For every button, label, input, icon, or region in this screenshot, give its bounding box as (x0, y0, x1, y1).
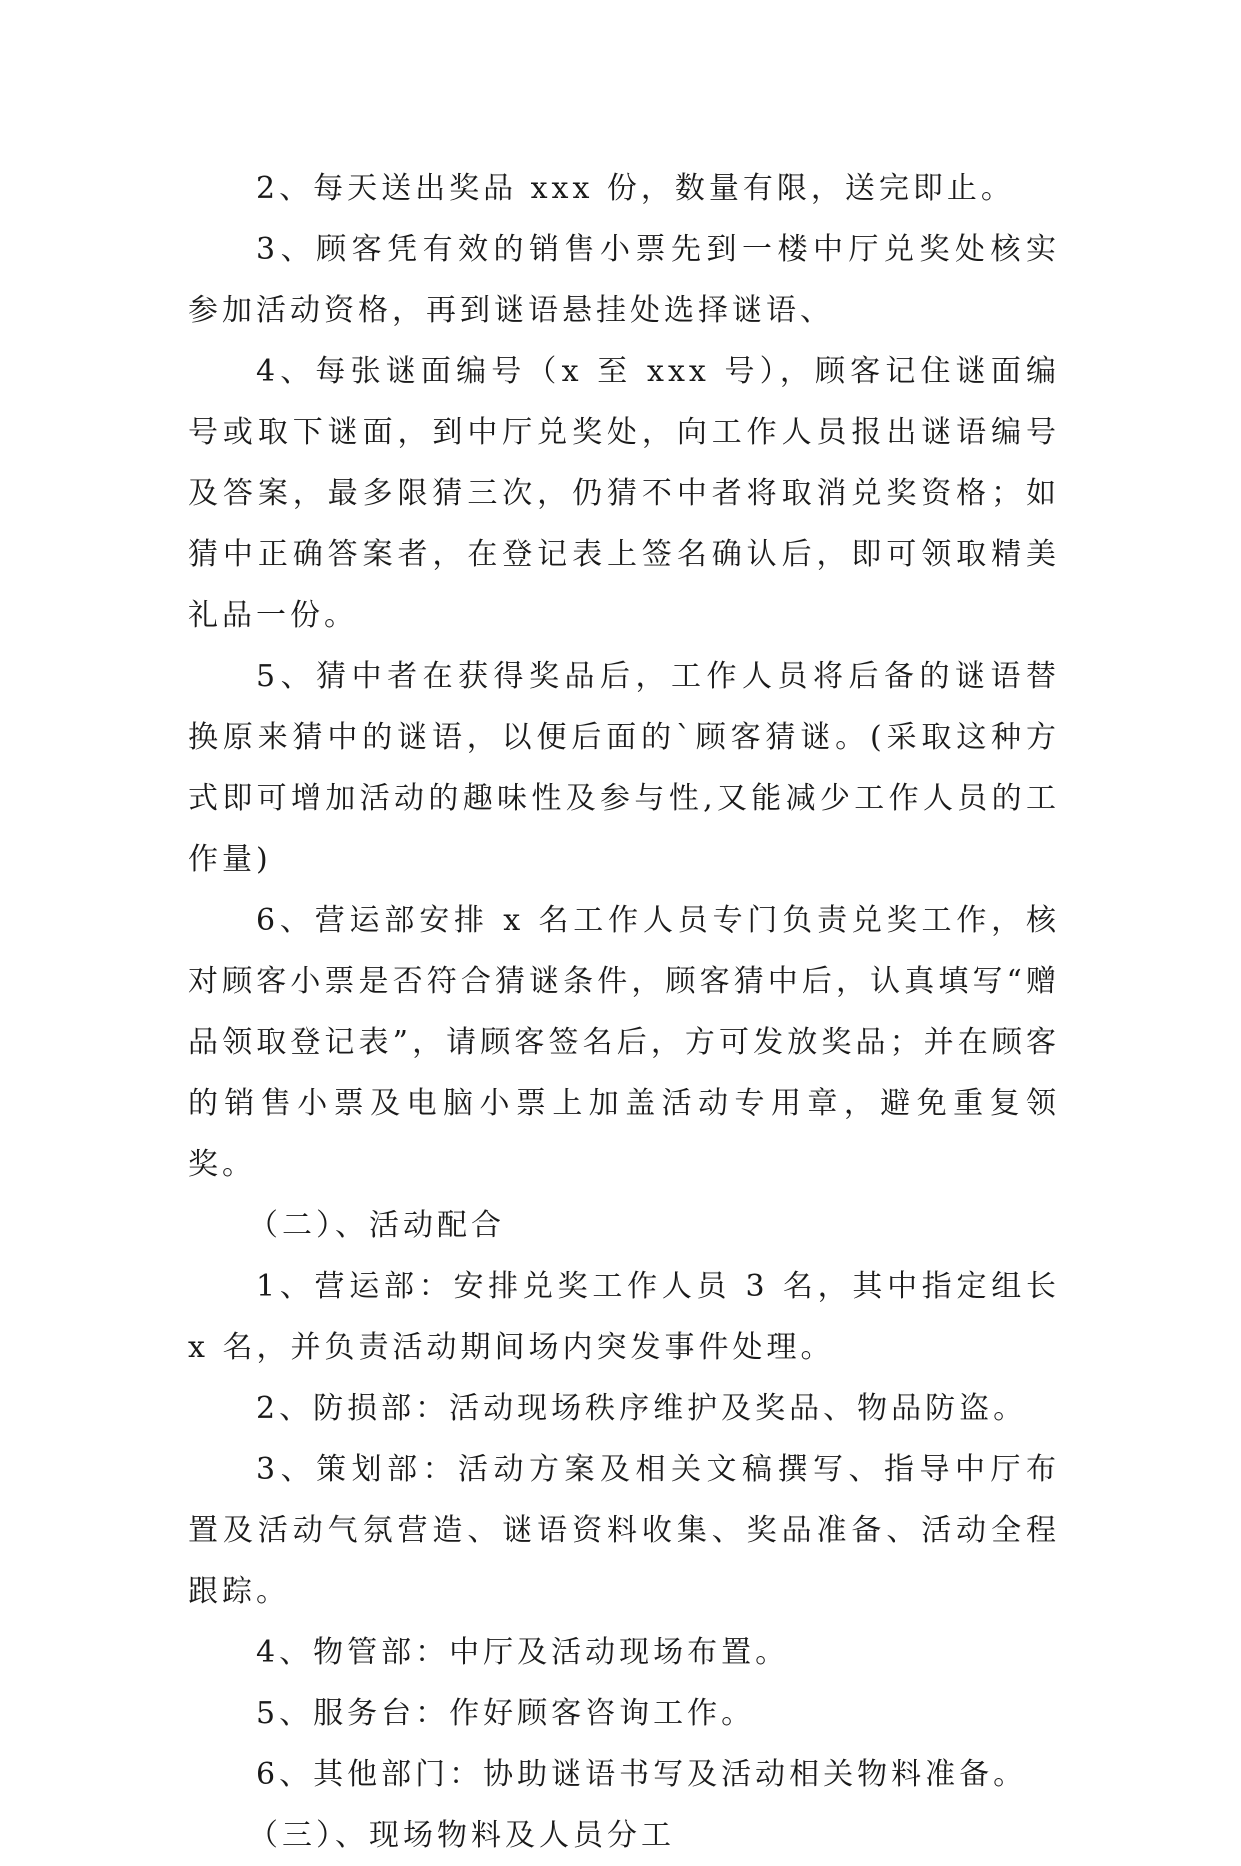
section-heading-cooperation: （二）、活动配合 (248, 1208, 505, 1243)
paragraph-riddle-number: 4、每张谜面编号（x 至 xxx 号），顾客记住谜面编号或取下谜面，到中厅兑奖处，向工作人员报出谜语编号及答案，最多限猜三次，仍猜不中者将取消兑奖资格；如猜中正确答案者，在登记表上签名确认后，即可领取精美礼品一份。 (188, 354, 1060, 633)
section-heading-materials: （三）、现场物料及人员分工 (248, 1818, 675, 1853)
paragraph-operations-staff: 6、营运部安排 x 名工作人员专门负责兑奖工作，核对顾客小票是否符合猜谜条件，顾客猜中后，认真填写“赠品领取登记表”，请顾客签名后，方可发放奖品；并在顾客的销售小票及电脑小票上加盖活动专用章，避免重复领奖。 (188, 903, 1060, 1182)
paragraph-operations-dept: 1、营运部：安排兑奖工作人员 3 名，其中指定组长 x 名，并负责活动期间场内突发事件处理。 (188, 1269, 1060, 1365)
paragraph-loss-prevention: 2、防损部：活动现场秩序维护及奖品、物品防盗。 (256, 1391, 1028, 1426)
paragraph-planning-dept: 3、策划部：活动方案及相关文稿撰写、指导中厅布置及活动气氛营造、谜语资料收集、奖品准备、活动全程跟踪。 (188, 1452, 1060, 1609)
paragraph-replace-riddle: 5、猜中者在获得奖品后，工作人员将后备的谜语替换原来猜中的谜语，以便后面的`顾客猜谜。(采取这种方式即可增加活动的趣味性及参与性,又能减少工作人员的工作量) (188, 659, 1060, 877)
document-body (188, 158, 1060, 1866)
paragraph-other-depts: 6、其他部门：协助谜语书写及活动相关物料准备。 (256, 1757, 1028, 1792)
paragraph-service-desk: 5、服务台：作好顾客咨询工作。 (256, 1696, 756, 1731)
paragraph-property-dept: 4、物管部：中厅及活动现场布置。 (256, 1635, 790, 1670)
paragraph-verify-receipt: 3、顾客凭有效的销售小票先到一楼中厅兑奖处核实参加活动资格，再到谜语悬挂处选择谜语、 (188, 232, 1060, 328)
paragraph-prizes-daily: 2、每天送出奖品 xxx 份，数量有限，送完即止。 (256, 171, 1015, 206)
